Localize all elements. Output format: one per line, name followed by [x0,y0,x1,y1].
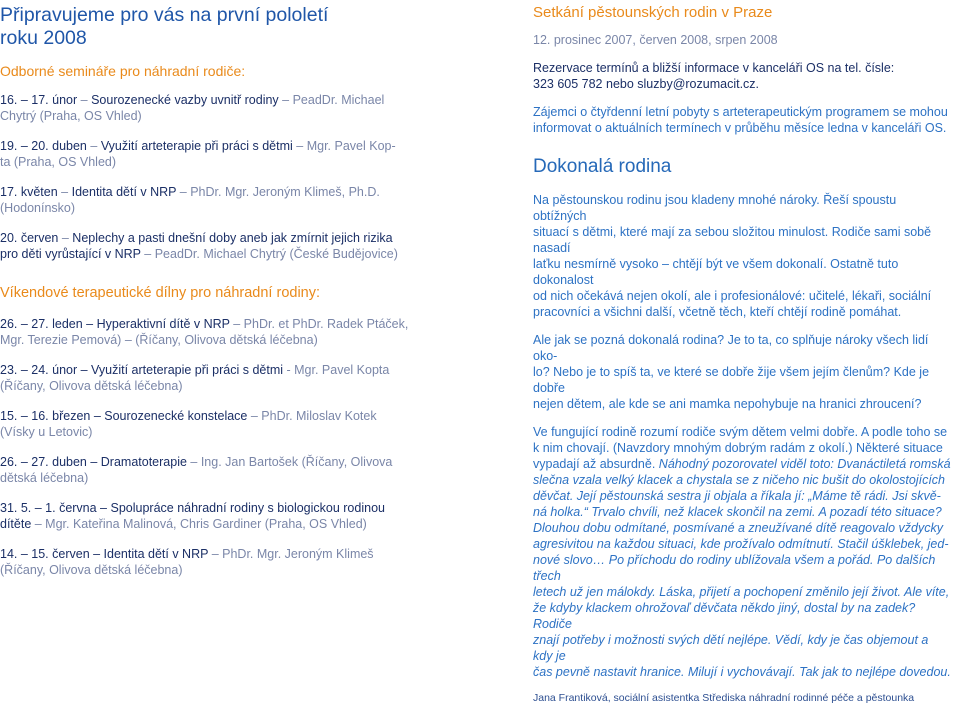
page-title [0,4,425,50]
family-heading: Dokonalá rodina [533,156,672,177]
workshop-item: 26. – 27. duben – Dramatoterapie – Ing. Jan Bartošek (Říčany, Olivova dětská léčebna) [0,455,393,485]
title-line-1: Připravujeme pro vás na první pololetí [0,4,329,26]
workshop-item: 23. – 24. únor – Využití arteterapie při práci s dětmi - Mgr. Pavel Kopta (Říčany, Olivova dětská léčebna) [0,363,390,393]
signature: Jana Frantiková, sociální asistentka Střediska náhradní rodinné péče a pěstounka [533,692,915,704]
workshop-list [0,316,425,578]
summer-stays-info: Zájemci o čtyřdenní letní pobyty s arteterapeutickým programem se mohou informovat o aktuálních termínech v průběhu měsíce ledna v kanceláři OS. [533,105,948,135]
right-column [533,0,951,705]
meetings-heading: Setkání pěstounských rodin v Praze [533,4,773,21]
seminar-item: 17. květen – Identita dětí v NRP – PhDr. Mgr. Jeroným Klimeš, Ph.D. (Hodonínsko) [0,185,380,215]
seminars-heading: Odborné semináře pro náhradní rodiče: [0,63,246,79]
workshop-item: 31. 5. – 1. června – Spolupráce náhradní rodiny s biologickou rodinou dítěte – Mgr. Kateřina Malinová, Chris Gardiner (Praha, OS Vhled) [0,501,385,531]
title-line-2: roku 2008 [0,27,87,49]
reservation-info: Rezervace termínů a bližší informace v kanceláři OS na tel. čísle: 323 605 782 nebo sluzby@rozumacit.cz. [533,61,895,91]
paragraph-1: Na pěstounskou rodinu jsou kladeny mnohé nároky. Řeší spoustu obtížných situací s dětmi, které mají za sebou složitou minulost. Rodiče sami sobě nasadí laťku nesmírně vysoko – chtějí být ve všem dokonalí. Ostatně tuto dokonalost od nich očekává nejen okolí, ale i profesionálové: učitelé, lékaři, sociální pracovníci a všichni další, včetně těch, kteří chtějí rodině pomáhat. [533,193,932,319]
workshop-item: 14. – 15. červen – Identita dětí v NRP – PhDr. Mgr. Jeroným Klimeš (Říčany, Olivova dětská léčebna) [0,547,374,577]
workshop-item: 26. – 27. leden – Hyperaktivní dítě v NRP – PhDr. et PhDr. Radek Ptáček, Mgr. Terezie Pemová) – (Říčany, Olivova dětská léčebna) [0,317,409,347]
seminar-item: 20. červen – Neplechy a pasti dnešní doby aneb jak zmírnit jejich rizika pro děti vyrůstající v NRP – PeadDr. Michael Chytrý (České Budějovice) [0,231,398,261]
seminar-list [0,92,425,262]
paragraph-3: Ve fungující rodině rozumí rodiče svým dětem velmi dobře. A podle toho se k nim chovají. (Navzdory mnohým dobrým radám z okolí.) Některé situace vypadají až absurdně. Náhodný pozorovatel viděl toto: Dvanáctiletá romská slečna vzala velký klacek a chystala se z ničeho nic bušit do okolostojících děvčat. Její pěstounská sestra ji objala a říkala jí: „Máme tě rádi. Jsi skvě- ná holka.“ Trvalo chvíli, než klacek skončil na zemi. A pozadí této situace? Dlouhou dobu odmítané, posmívané a zneužívané dítě reagovalo vždycky agresivitou na každou situaci, kde prožívalo odmítnutí. Stačil úšklebek, jed- nové slovo… Po příchodu do rodiny ublížovala všem a pořád. Po dalších třech letech už jen málokdy. Láska, přijetí a pochopení změnilo její život. Ale víte, že kdyby klackem ohrožovaľ děvčata někdo jiný, dostal by na zadek? Rodiče znají potřeby i možnosti svých dětí nejlépe. Vědí, kdy je čas objemout a kdy je čas pevně nastavit hranice. Milují i vychovávají. Tak jak to nejlépe dovedou. [533,425,951,679]
workshop-item: 15. – 16. březen – Sourozenecké konstelace – PhDr. Miloslav Kotek (Vísky u Letovic) [0,409,377,439]
paragraph-2: Ale jak se pozná dokonalá rodina? Je to ta, co splňuje nároky všech lidí oko- lo? Nebo je to spíš ta, ve které se dobře žije všem jejím členům? Kde je dobře nejen dětem, ale kde se ani mamka nepohybuje na hranici zhroucení? [533,333,930,411]
meetings-dates: 12. prosinec 2007, červen 2008, srpen 2008 [533,33,778,47]
workshops-heading: Víkendové terapeutické dílny pro náhradní rodiny: [0,285,321,301]
seminar-item: 19. – 20. duben – Využití arteterapie při práci s dětmi – Mgr. Pavel Kop- ta (Praha, OS Vhled) [0,139,396,169]
left-column [0,0,425,578]
seminar-item: 16. – 17. únor – Sourozenecké vazby uvnitř rodiny – PeadDr. Michael Chytrý (Praha, OS Vhled) [0,93,385,123]
